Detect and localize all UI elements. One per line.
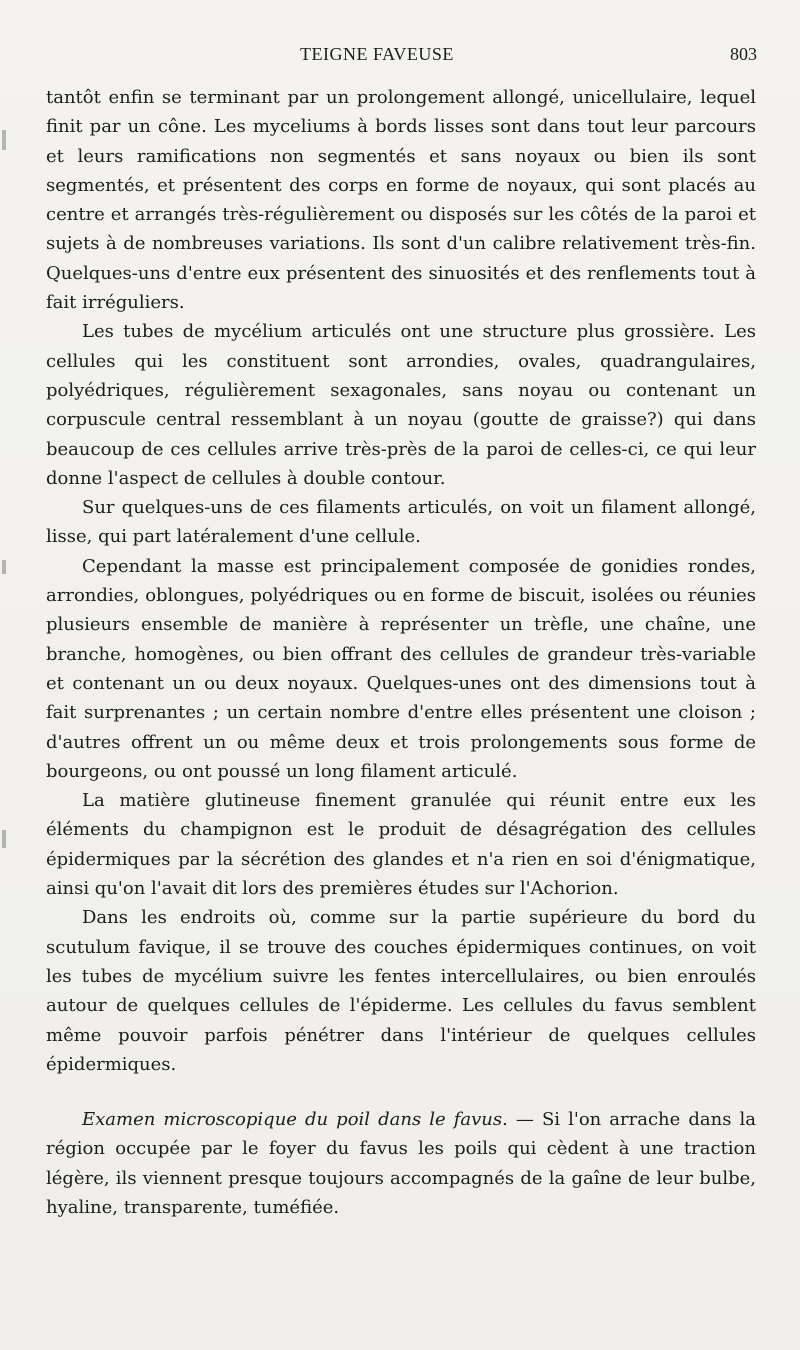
running-title: TEIGNE FAVEUSE (300, 44, 454, 64)
paragraph-4: Cependant la masse est principalement composée de gonidies rondes, arrondies, oblongues, polyédriques ou en forme de biscuit, isolées ou réunies plusieurs ensemble de manière à représenter un trèfle, une chaîne, une branche, homogènes, ou bien offrant des cellules de grandeur très-variable et contenant un ou deux noyaux. Quelques-unes ont des dimensions tout à fait surprenantes ; un certain nombre d'entre elles présentent une cloison ; d'autres offrent un ou même deux et trois prolongements sous forme de bourgeons, ou ont poussé un long filament articulé. (46, 555, 756, 782)
section-paragraph (46, 1105, 756, 1222)
paragraph-1: tantôt enfin se terminant par un prolongement allongé, unicellulaire, lequel finit par un cône. Les myceliums à bords lisses sont dans tout leur parcours et leurs ramifications non segmentés et sans noyaux ou bien ils sont segmentés, et présentent des corps en forme de noyaux, qui sont placés au centre et arrangés très-régulièrement ou disposés sur les côtés de la paroi et sujets à de nombreuses variations. Ils sont d'un calibre relativement très-fin. Quelques-uns d'entre eux présentent des sinuosités et des renflements tout à fait irréguliers. (46, 87, 756, 314)
running-head (0, 40, 800, 70)
page-number: 803 (730, 44, 757, 64)
paragraph-6: Dans les endroits où, comme sur la partie supérieure du bord du scutulum favique, il se trouve des couches épidermiques continues, on voit les tubes de mycélium suivre les fentes intercellulaires, ou bien enroulés autour de quelques cellules de l'épiderme. Les cellules du favus semblent même pouvoir parfois pénétrer dans l'intérieur de quelques cellules épidermiques. (46, 907, 756, 1075)
paragraph-5: La matière glutineuse finement granulée qui réunit entre eux les éléments du champignon est le produit de désagrégation des cellules épidermiques par la sécrétion des glandes et n'a rien en soi d'énigmatique, ainsi qu'on l'avait dit lors des premières études sur l'Achorion. (46, 790, 756, 900)
section-gap (46, 1079, 756, 1105)
paragraph-2: Les tubes de mycélium articulés ont une structure plus grossière. Les cellules qui les constituent sont arrondies, ovales, quadrangulaires, polyédriques, régulièrement sexagonales, sans noyau ou contenant un corpuscule central ressemblant à un noyau (goutte de graisse?) qui dans beaucoup de ces cellules arrive très-près de la paroi de celles-ci, ce qui leur donne l'aspect de cellules à double contour. (46, 321, 756, 489)
section-heading: Examen microscopique du poil dans le favus. (82, 1109, 508, 1131)
body-text (46, 83, 756, 1222)
section-text: — Si l'on arrache dans la région occupée par le foyer du favus les poils qui cèdent à une traction légère, ils viennent presque toujours accompagnés de la gaîne de leur bulbe, hyaline, transparente, tuméfiée. (46, 1109, 756, 1218)
page-edge-mark (2, 130, 6, 150)
paragraph-3: Sur quelques-uns de ces filaments articulés, on voit un filament allongé, lisse, qui part latéralement d'une cellule. (46, 497, 756, 548)
page-edge-mark (2, 560, 6, 574)
page-edge-mark (2, 830, 6, 848)
